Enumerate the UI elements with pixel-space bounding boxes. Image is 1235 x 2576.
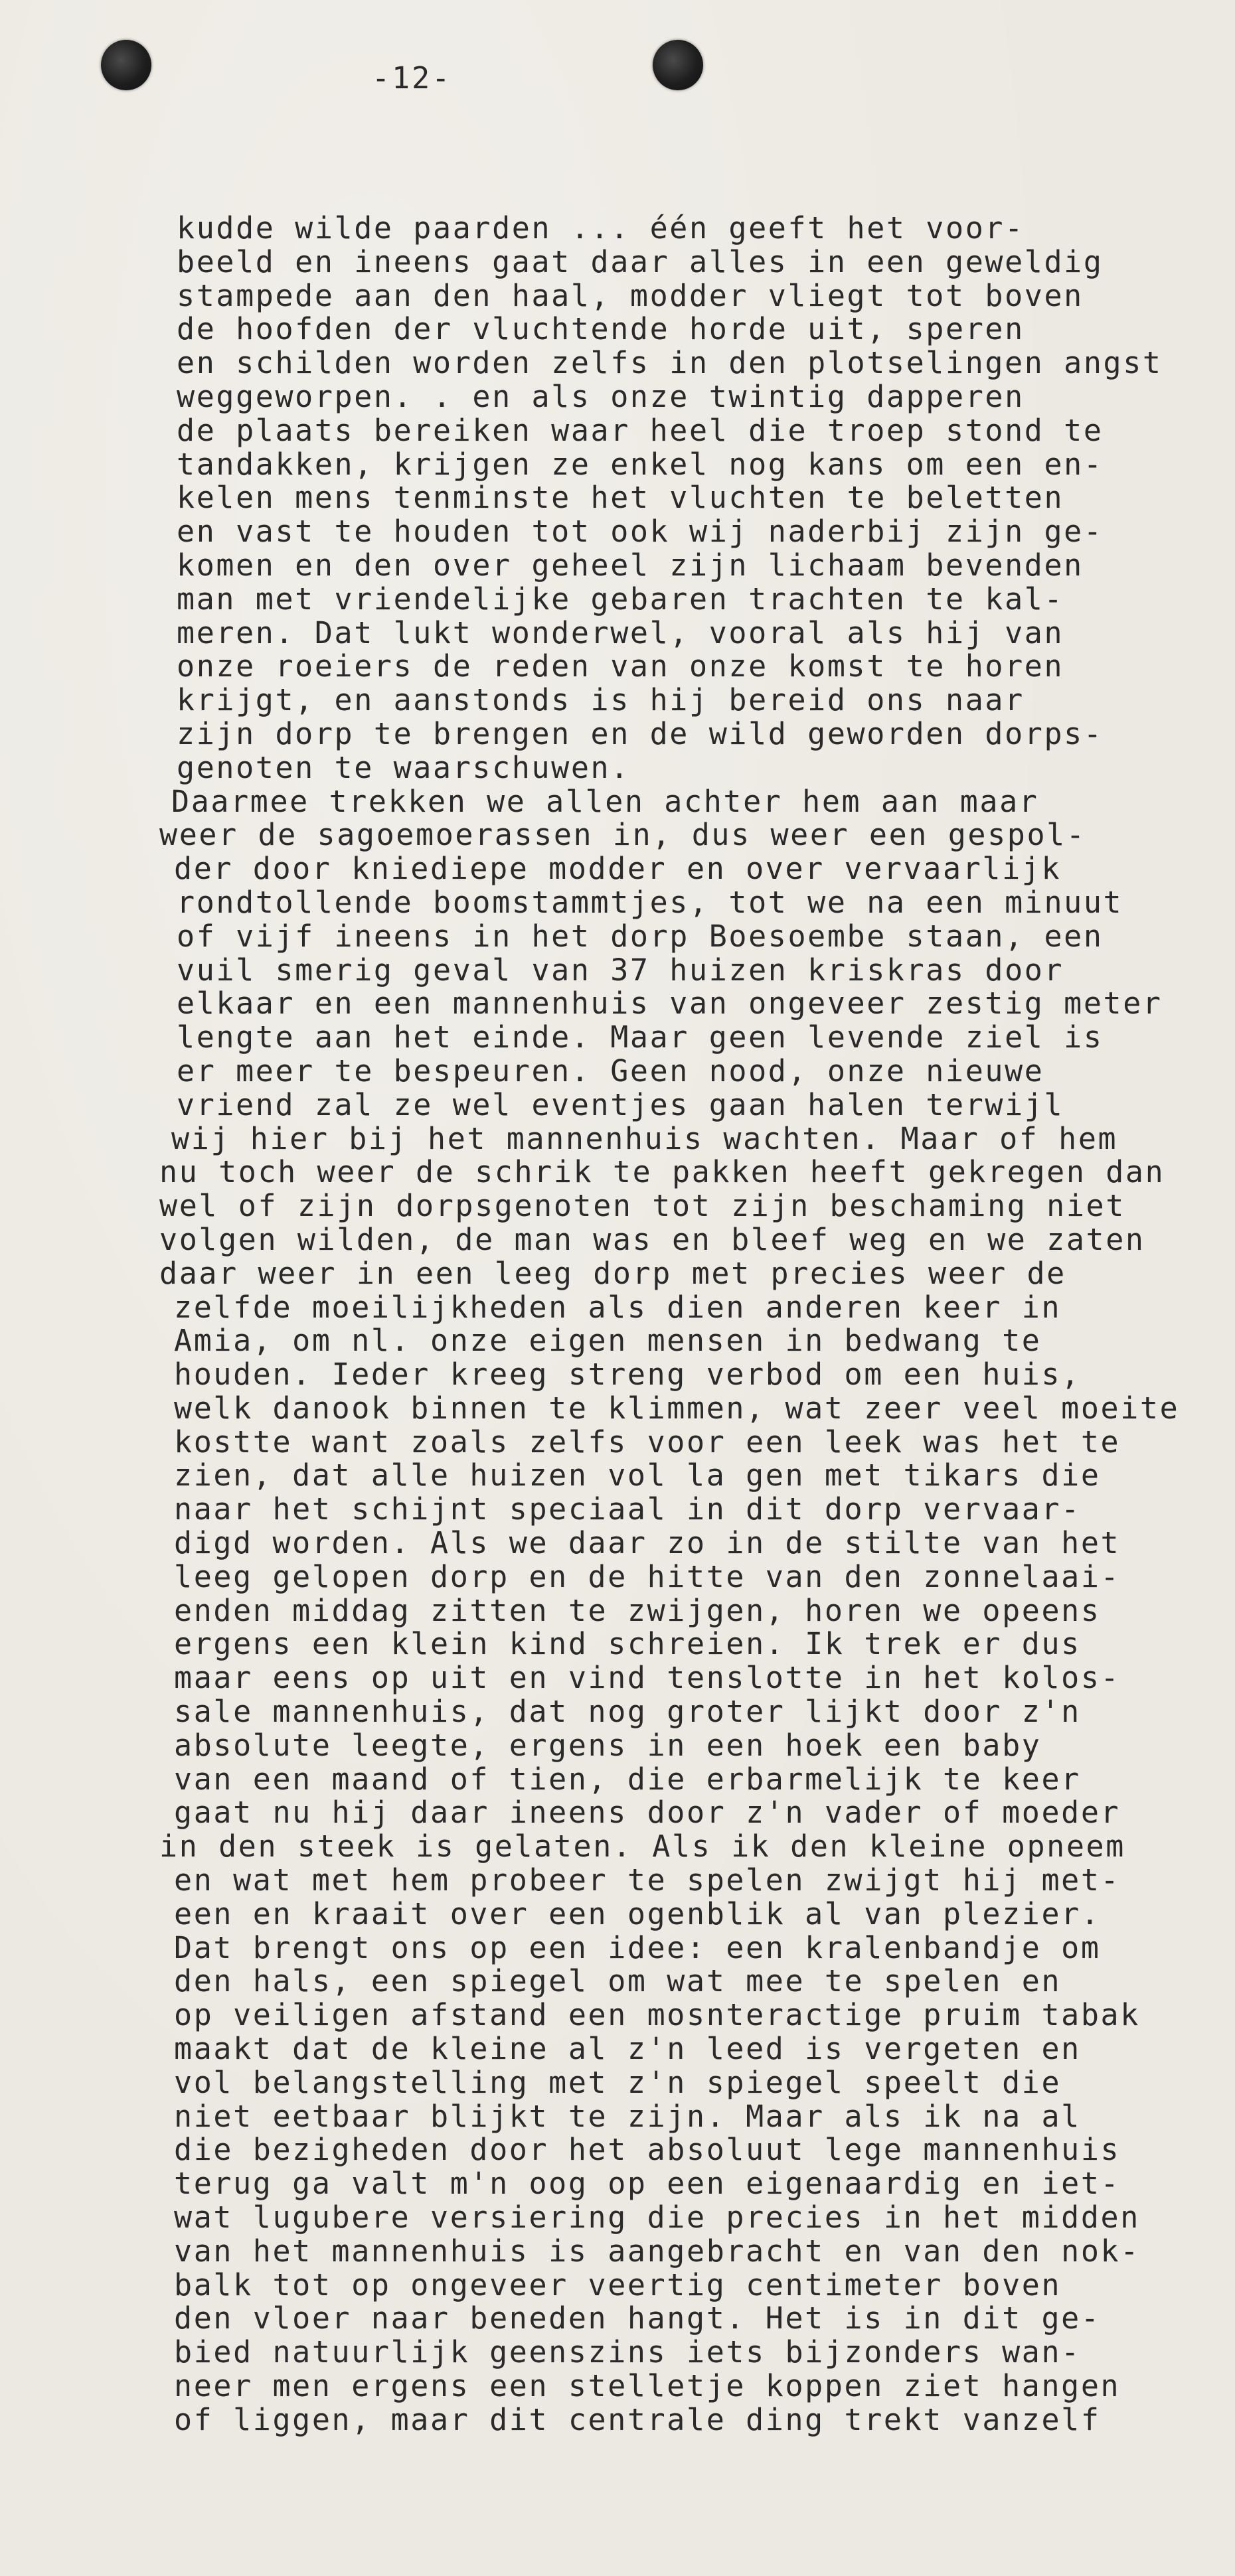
text-line: Daarmee trekken we allen achter hem aan maar xyxy=(171,783,1039,819)
text-line: nu toch weer de schrik te pakken heeft gekregen dan xyxy=(159,1154,1165,1190)
text-line: balk tot op ongeveer veertig centimeter boven xyxy=(174,2267,1062,2303)
text-line: leeg gelopen dorp en de hitte van den zonnelaai- xyxy=(174,1558,1121,1594)
text-line: zien, dat alle huizen vol la gen met tikars die xyxy=(174,1458,1101,1493)
text-line: en vast te houden tot ook wij naderbij zijn ge- xyxy=(177,514,1104,550)
text-line: kostte want zoals zelfs voor een leek was het te xyxy=(174,1424,1121,1460)
text-line: krijgt, en aanstonds is hij bereid ons naar xyxy=(177,682,1025,718)
text-line: vuil smerig geval van 37 huizen kriskras door xyxy=(177,952,1064,988)
text-line: stampede aan den haal, modder vliegt tot boven xyxy=(177,277,1084,313)
text-line: er meer te bespeuren. Geen nood, onze nieuwe xyxy=(177,1053,1044,1089)
text-line: de plaats bereiken waar heel die troep stond te xyxy=(177,412,1104,448)
text-line: wel of zijn dorpsgenoten tot zijn beschaming niet xyxy=(159,1188,1125,1224)
text-line: die bezigheden door het absoluut lege mannenhuis xyxy=(174,2132,1121,2168)
text-line: gaat nu hij daar ineens door z'n vader of moeder xyxy=(174,1795,1121,1831)
text-line: maakt dat de kleine al z'n leed is vergeten en xyxy=(174,2031,1081,2067)
body-text xyxy=(0,212,1235,2437)
text-line: maar eens op uit en vind tenslotte in het kolos- xyxy=(174,1660,1121,1696)
text-line: wij hier bij het mannenhuis wachten. Maar of hem xyxy=(171,1120,1118,1156)
text-line: op veiligen afstand een mosnteractige pruim tabak xyxy=(174,1997,1140,2033)
text-line: rondtollende boomstammtjes, tot we na een minuut xyxy=(177,884,1123,920)
text-line: en schilden worden zelfs in den plotselingen angst xyxy=(177,345,1163,381)
text-line: den hals, een spiegel om wat mee te spelen en xyxy=(174,1963,1062,1999)
text-line: of liggen, maar dit centrale ding trekt vanzelf xyxy=(174,2401,1101,2437)
text-line: zijn dorp te brengen en de wild geworden dorps- xyxy=(177,716,1104,751)
punch-hole-left xyxy=(101,40,151,90)
page-number: -12- xyxy=(372,60,452,96)
text-line: vriend zal ze wel eventjes gaan halen terwijl xyxy=(177,1087,1064,1122)
text-line: ergens een klein kind schreien. Ik trek er dus xyxy=(174,1626,1081,1662)
text-line: welk danook binnen te klimmen, wat zeer veel moeite xyxy=(174,1390,1180,1426)
text-line: man met vriendelijke gebaren trachten te kal- xyxy=(177,581,1064,617)
text-line: een en kraait over een ogenblik al van plezier. xyxy=(174,1896,1101,1932)
text-line: daar weer in een leeg dorp met precies weer de xyxy=(159,1255,1066,1291)
text-line: en wat met hem probeer te spelen zwijgt hij met- xyxy=(174,1862,1121,1898)
text-line: genoten te waarschuwen. xyxy=(177,749,630,785)
text-line: vol belangstelling met z'n spiegel speelt die xyxy=(174,2064,1062,2100)
text-line: Amia, om nl. onze eigen mensen in bedwang te xyxy=(174,1323,1042,1359)
text-line: Dat brengt ons op een idee: een kralenbandje om xyxy=(174,1930,1101,1965)
text-line: zelfde moeilijkheden als dien anderen keer in xyxy=(174,1289,1062,1325)
text-line: van het mannenhuis is aangebracht en van den nok- xyxy=(174,2233,1140,2269)
text-line: kelen mens tenminste het vluchten te beletten xyxy=(177,480,1064,516)
text-line: digd worden. Als we daar zo in de stilte van het xyxy=(174,1525,1121,1561)
text-line: van een maand of tien, die erbarmelijk te keer xyxy=(174,1761,1081,1797)
text-line: beeld en ineens gaat daar alles in een geweldig xyxy=(177,244,1104,279)
text-line: komen en den over geheel zijn lichaam bevenden xyxy=(177,547,1084,583)
text-line: den vloer naar beneden hangt. Het is in dit ge- xyxy=(174,2301,1101,2336)
text-line: lengte aan het einde. Maar geen levende ziel is xyxy=(177,1020,1104,1055)
text-line: bied natuurlijk geenszins iets bijzonders wan- xyxy=(174,2334,1081,2370)
text-line: houden. Ieder kreeg streng verbod om een huis, xyxy=(174,1357,1081,1393)
text-line: terug ga valt m'n oog op een eigenaardig en iet- xyxy=(174,2166,1121,2202)
punch-hole-right xyxy=(653,40,703,90)
text-line: absolute leegte, ergens in een hoek een baby xyxy=(174,1727,1042,1763)
text-line: tandakken, krijgen ze enkel nog kans om een en- xyxy=(177,446,1104,482)
text-line: onze roeiers de reden van onze komst te horen xyxy=(177,648,1064,684)
text-line: enden middag zitten te zwijgen, horen we opeens xyxy=(174,1592,1101,1628)
text-line: sale mannenhuis, dat nog groter lijkt door z'n xyxy=(174,1694,1081,1730)
text-line: niet eetbaar blijkt te zijn. Maar als ik na al xyxy=(174,2098,1081,2134)
text-line: weer de sagoemoerassen in, dus weer een gespol- xyxy=(159,817,1086,853)
text-line: kudde wilde paarden ... één geeft het voor- xyxy=(177,210,1025,246)
text-line: in den steek is gelaten. Als ik den kleine opneem xyxy=(159,1829,1125,1864)
text-line: naar het schijnt speciaal in dit dorp vervaar- xyxy=(174,1491,1081,1527)
text-line: de hoofden der vluchtende horde uit, speren xyxy=(177,311,1025,347)
text-line: of vijf ineens in het dorp Boesoembe staan, een xyxy=(177,918,1104,954)
text-line: der door kniediepe modder en over vervaarlijk xyxy=(174,851,1062,887)
text-line: neer men ergens een stelletje koppen ziet hangen xyxy=(174,2368,1121,2403)
text-line: volgen wilden, de man was en bleef weg en we zaten xyxy=(159,1221,1145,1257)
text-line: elkaar en een mannenhuis van ongeveer zestig meter xyxy=(177,986,1163,1022)
text-line: wat lugubere versiering die precies in het midden xyxy=(174,2200,1140,2235)
text-line: meren. Dat lukt wonderwel, vooral als hij van xyxy=(177,615,1064,650)
text-line: weggeworpen. . en als onze twintig dapperen xyxy=(177,378,1025,414)
